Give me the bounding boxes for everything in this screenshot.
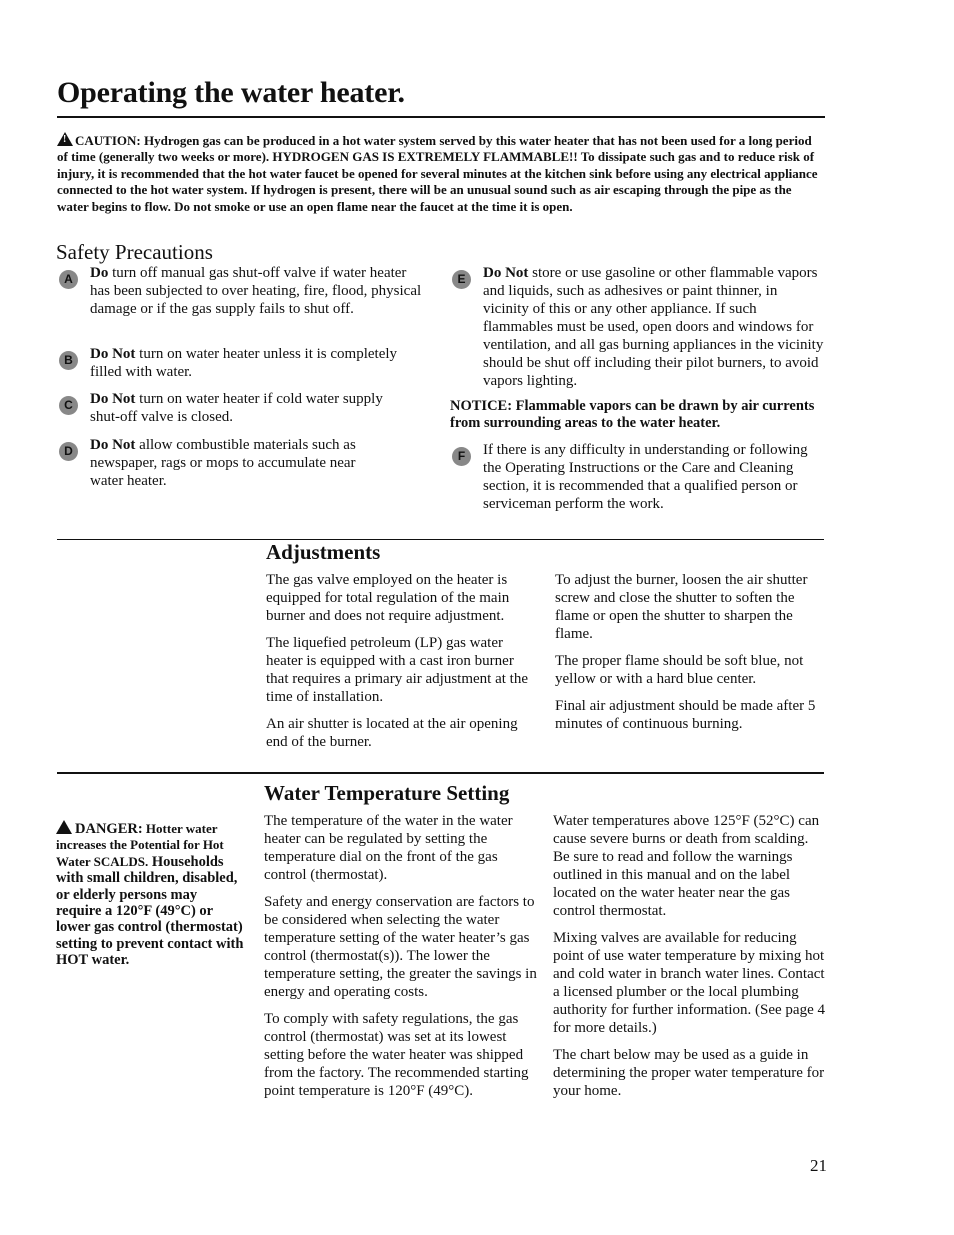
- page-title: Operating the water heater.: [57, 76, 405, 109]
- item-lead: Do: [90, 265, 109, 281]
- item-text: If there is any difficulty in understanding or following the Operating Instructions or the Care and Cleaning section, it is recommended that a qualified person or serviceman perform the work.: [483, 442, 808, 512]
- adjustments-paragraph: Final air adjustment should be made after 5 minutes of continuous burning.: [555, 698, 816, 732]
- item-text: store or use gasoline or other flammable vapors and liquids, such as adhesives or paint thinner, in vicinity of this or any other appliance. If such flammables must be used, open doors and windows for ventilation, and all gas burning appliances in the vicinity should be shut off including their pilot burners, to avoid vapors lighting.: [483, 265, 824, 389]
- badge-e-icon: E: [452, 270, 471, 289]
- page-number: 21: [810, 1156, 827, 1175]
- safety-item-d: [90, 436, 385, 490]
- item-text: allow combustible materials such as newspaper, rags or mops to accumulate near water heater.: [90, 437, 356, 489]
- badge-d-icon: D: [59, 442, 78, 461]
- title-rule: [57, 116, 825, 118]
- badge-a-icon: A: [59, 270, 78, 289]
- water-temp-paragraph: Mixing valves are available for reducing point of use water temperature by mixing hot and cold water in branch water lines. Contact a licensed plumber or the local plumbing authority for further information. (See page 4 for more details.): [553, 930, 825, 1036]
- adjustments-paragraph: An air shutter is located at the air opening end of the burner.: [266, 716, 518, 750]
- item-lead: Do Not: [90, 346, 136, 362]
- danger-label: DANGER:: [75, 821, 143, 837]
- water-temp-heading: Water Temperature Setting: [264, 781, 510, 805]
- water-temp-paragraph: Safety and energy conservation are factors to be considered when selecting the water temperature setting of the water heater’s gas control (thermostat(s)). The lower the temperature setting, the greater the savings in energy and operating costs.: [264, 894, 537, 1000]
- danger-small-text: Hotter water increases the Potential for Hot Water SCALDS.: [56, 821, 224, 869]
- adjustments-paragraph: To adjust the burner, loosen the air shutter screw and close the shutter to soften the flame or open the shutter to sharpen the flame.: [555, 572, 808, 642]
- badge-b-icon: B: [59, 351, 78, 370]
- item-lead: Do Not: [90, 391, 136, 407]
- item-lead: Do Not: [483, 265, 529, 281]
- danger-notice: [56, 820, 246, 969]
- item-text: turn on water heater unless it is completely filled with water.: [90, 346, 398, 380]
- safety-item-e: [483, 264, 825, 390]
- danger-text: Households with small children, disabled, or elderly persons may require a 120°F (49°C) or lower gas control (thermostat) setting to prevent contact with HOT water.: [56, 853, 244, 969]
- notice-text: NOTICE: Flammable vapors can be drawn by air currents from surrounding areas to the water heater.: [450, 398, 815, 431]
- item-lead: Do Not: [90, 437, 136, 453]
- water-temp-paragraph: Water temperatures above 125°F (52°C) can cause severe burns or death from scalding. Be sure to read and follow the warnings outlined in this manual and on the label located on the water heater near the gas control thermostat.: [553, 813, 820, 919]
- danger-triangle-icon: [56, 820, 72, 834]
- water-temp-paragraph: The temperature of the water in the water heater can be regulated by setting the temperature dial on the front of the gas control (thermostat).: [264, 813, 513, 883]
- safety-item-b: [90, 345, 430, 381]
- adjustments-heading: Adjustments: [266, 540, 381, 564]
- section-divider: [57, 772, 824, 774]
- adjustments-paragraph: The gas valve employed on the heater is equipped for total regulation of the main burner and does not require adjustment.: [266, 572, 510, 624]
- item-text: turn off manual gas shut-off valve if water heater has been subjected to over heating, fire, flood, physical damage or if the gas supply fails to shut off.: [90, 265, 422, 317]
- adjustments-paragraph: The proper flame should be soft blue, not yellow or with a hard blue center.: [555, 653, 804, 687]
- warning-triangle-icon: [57, 132, 73, 146]
- caution-notice: [57, 132, 822, 215]
- safety-precautions-heading: Safety Precautions: [56, 240, 213, 264]
- adjustments-paragraph: The liquefied petroleum (LP) gas water heater is equipped with a cast iron burner that requires a primary air adjustment at the time of installation.: [266, 635, 528, 705]
- water-temp-paragraph: To comply with safety regulations, the gas control (thermostat) was set at its lowest setting before the water heater was shipped from the factory. The recommended starting point temperature is 120°F (49°C).: [264, 1011, 529, 1099]
- item-text: turn on water heater if cold water supply shut-off valve is closed.: [90, 391, 383, 425]
- safety-item-f: [483, 441, 825, 513]
- water-temp-paragraph: The chart below may be used as a guide in determining the proper water temperature for your home.: [553, 1047, 825, 1099]
- safety-item-a: [90, 264, 430, 318]
- section-divider: [57, 539, 824, 540]
- badge-f-icon: F: [452, 447, 471, 466]
- caution-text: CAUTION: Hydrogen gas can be produced in a hot water system served by this water heater that has not been used for a long period of time (generally two weeks or more). HYDROGEN GAS IS EXTREMELY FLAMMABLE!! To dissipate such gas and to reduce risk of injury, it is recommended that the hot water faucet be opened for several minutes at the kitchen sink before using any electrical appliance connected to the hot water system. If hydrogen is present, there will be an unusual sound such as air escaping through the pipe as the water begins to flow. Do not smoke or use an open flame near the faucet at the time it is open.: [57, 133, 818, 214]
- safety-item-c: [90, 390, 410, 426]
- badge-c-icon: C: [59, 396, 78, 415]
